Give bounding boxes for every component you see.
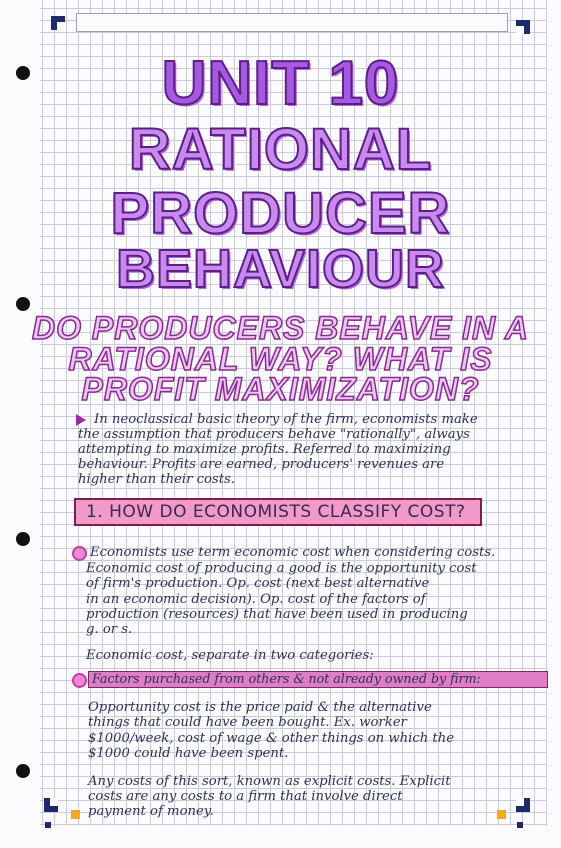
circle-bullet-icon bbox=[72, 673, 87, 688]
corner-tick-icon bbox=[45, 822, 51, 828]
binder-hole bbox=[16, 764, 30, 778]
unit-title: UNIT 10 bbox=[161, 49, 400, 118]
econ-cost-line: Economists use term economic cost when considering costs. bbox=[90, 545, 496, 560]
intro-line: behaviour. Profits are earned, producers' revenues are bbox=[78, 457, 445, 472]
opportunity-line: things that could have been bought. Ex. worker bbox=[88, 715, 407, 730]
econ-cost-line: Economic cost of producing a good is the opportunity cost bbox=[86, 561, 477, 576]
opportunity-line: Opportunity cost is the price paid & the alternative bbox=[88, 700, 432, 715]
intro-line: higher than their costs. bbox=[78, 472, 235, 487]
question-line-3: PROFIT MAXIMIZATION? bbox=[81, 371, 480, 407]
intro-line: attempting to maximize profits. Referred to maximizing bbox=[78, 442, 451, 457]
circle-bullet-icon bbox=[72, 546, 87, 561]
highlighted-category: Factors purchased from others & not already owned by firm: bbox=[92, 671, 481, 686]
question-line-1: DO PRODUCERS BEHAVE IN A bbox=[32, 310, 529, 346]
bottom-margin bbox=[0, 826, 561, 848]
econ-cost-line: g. or s. bbox=[86, 622, 133, 637]
triangle-bullet-icon bbox=[76, 414, 86, 426]
corner-marker-icon bbox=[51, 16, 65, 30]
categories-line: Economic cost, separate in two categories: bbox=[86, 648, 374, 663]
econ-cost-line: production (resources) that have been used in producing bbox=[86, 607, 468, 622]
corner-marker-icon bbox=[44, 798, 58, 812]
header-box bbox=[76, 13, 508, 32]
binder-hole bbox=[16, 532, 30, 546]
corner-tick-icon bbox=[517, 822, 523, 828]
title-line-rational: RATIONAL bbox=[128, 117, 433, 182]
corner-tick-icon bbox=[497, 810, 506, 819]
explicit-line: Any costs of this sort, known as explicit costs. Explicit bbox=[88, 774, 451, 789]
title-line-producer: PRODUCER bbox=[110, 181, 451, 246]
explicit-line: payment of money. bbox=[88, 804, 214, 819]
opportunity-line: $1000/week, cost of wage & other things on which the bbox=[88, 731, 455, 746]
explicit-line: costs are any costs to a firm that involve direct bbox=[88, 789, 403, 804]
intro-line: the assumption that producers behave "rationally", always bbox=[78, 427, 470, 442]
title-line-behaviour: BEHAVIOUR bbox=[115, 239, 446, 299]
question-line-2: RATIONAL WAY? WHAT IS bbox=[68, 341, 493, 377]
econ-cost-line: in an economic decision). Op. cost of the factors of bbox=[86, 592, 426, 607]
econ-cost-line: of firm's production. Op. cost (next best alternative bbox=[86, 576, 430, 591]
corner-marker-icon bbox=[516, 20, 530, 34]
intro-line: In neoclassical basic theory of the firm, economists make bbox=[94, 412, 478, 427]
corner-tick-icon bbox=[71, 810, 80, 819]
opportunity-line: $1000 could have been spent. bbox=[88, 746, 289, 761]
section-heading: 1. HOW DO ECONOMISTS CLASSIFY COST? bbox=[74, 498, 482, 526]
corner-marker-icon bbox=[516, 798, 530, 812]
